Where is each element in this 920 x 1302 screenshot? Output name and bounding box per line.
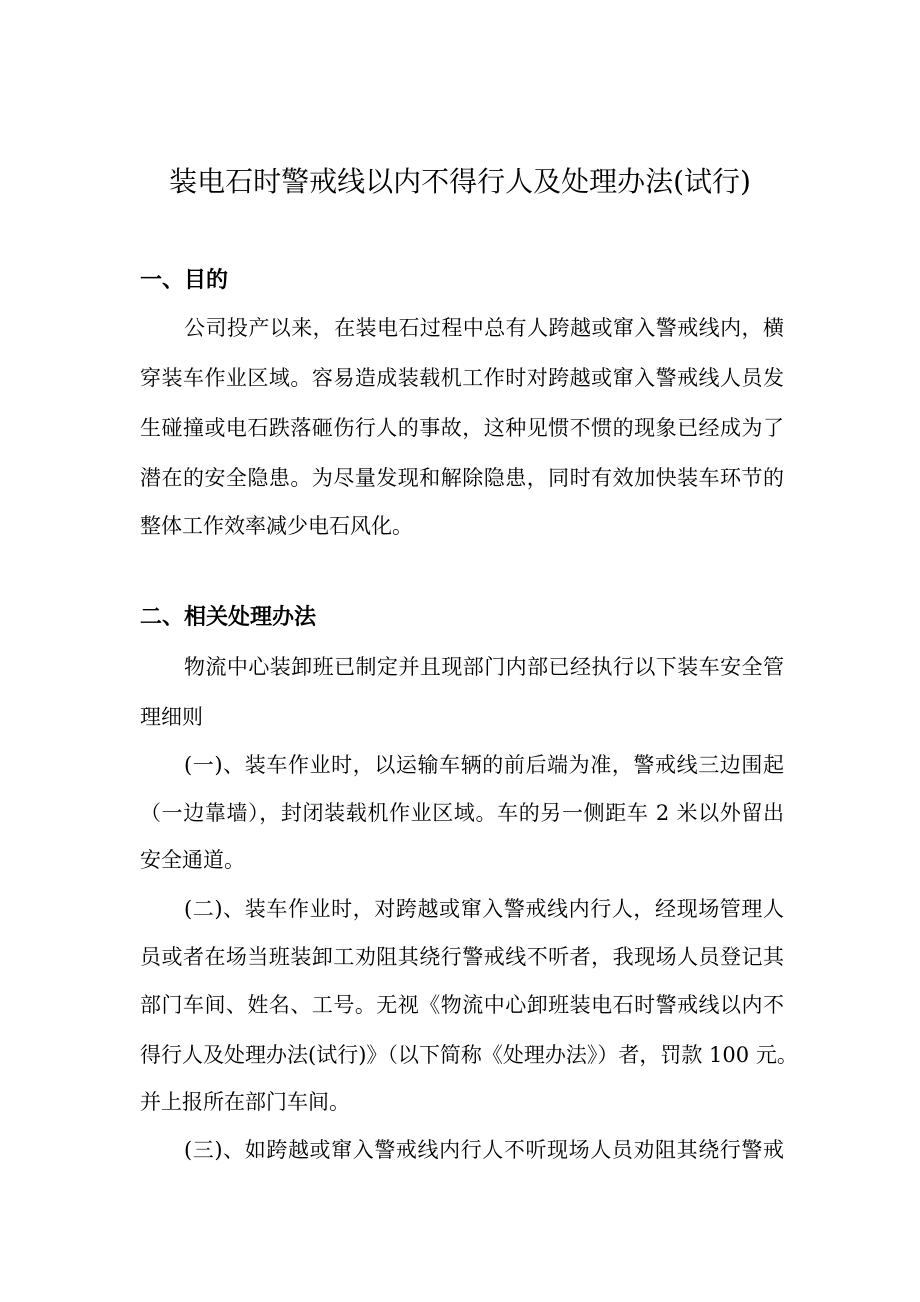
paragraph-line: (一)、装车作业时，以运输车辆的前后端为准，警戒线三边围起 [184,753,784,777]
paragraph-line: 得行人及处理办法(试行)》（以下简称《处理办法》）者，罚款 100 元。 [140,1043,798,1067]
paragraph-line: 公司投产以来，在装电石过程中总有人跨越或窜入警戒线内，横 [184,316,784,340]
paragraph-line: 潜在的安全隐患。为尽量发现和解除隐患，同时有效加快装车环节的 [140,466,784,490]
paragraph-line: 整体工作效率减少电石风化。 [140,514,413,538]
section-heading-measures: 二、相关处理办法 [140,605,317,630]
paragraph-line: (三)、如跨越或窜入警戒线内行人不听现场人员劝阻其绕行警戒 [184,1138,784,1162]
paragraph-line: 物流中心装卸班已制定并且现部门内部已经执行以下装车安全管 [184,655,784,679]
paragraph-line: 穿装车作业区域。容易造成装载机工作时对跨越或窜入警戒线人员发 [140,366,784,390]
paragraph-line: （一边靠墙），封闭装载机作业区域。车的另一侧距车 2 米以外留出 [140,801,784,825]
paragraph-line: 部门车间、姓名、工号。无视《物流中心卸班装电石时警戒线以内不 [140,993,784,1017]
section-heading-purpose: 一、目的 [140,268,229,293]
document-title: 装电石时警戒线以内不得行人及处理办法(试行) [169,165,751,198]
paragraph-line: 理细则 [140,705,203,729]
paragraph-line: 生碰撞或电石跌落砸伤行人的事故，这种见惯不惯的现象已经成为了 [140,416,784,440]
paragraph-line: (二)、装车作业时，对跨越或窜入警戒线内行人，经现场管理人 [184,897,784,921]
paragraph-line: 并上报所在部门车间。 [140,1090,350,1114]
paragraph-line: 员或者在场当班装卸工劝阻其绕行警戒线不听者，我现场人员登记其 [140,945,784,969]
paragraph-line: 安全通道。 [140,848,245,872]
